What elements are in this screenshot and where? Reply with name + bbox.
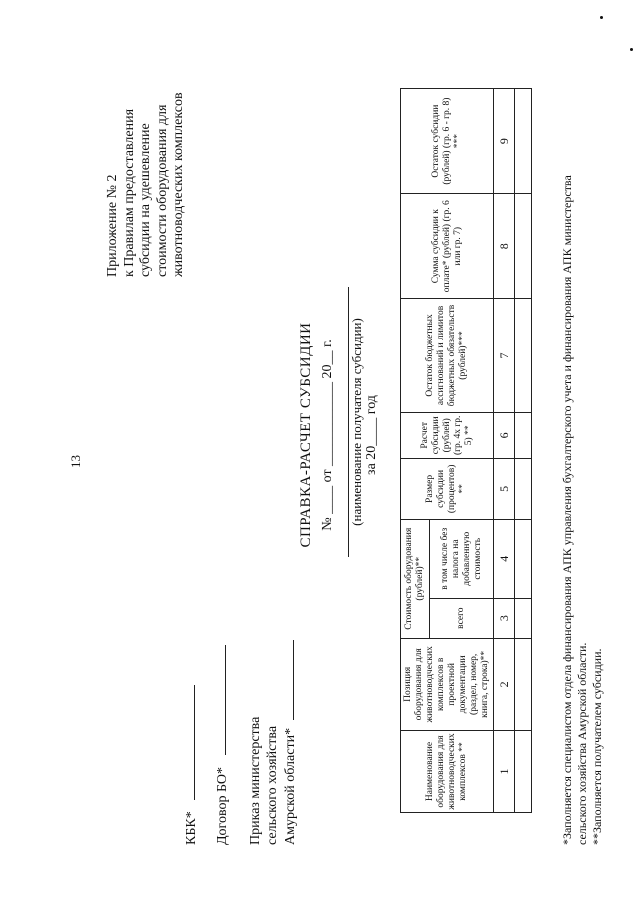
year-line: за 20____ год [364, 395, 379, 475]
header-equipment-cost: Стоимость оборудования (рублей)** [401, 519, 430, 638]
recipient-name-blank[interactable] [348, 287, 365, 557]
table-cell[interactable] [515, 731, 532, 813]
header-equipment-name: Наименование оборудования для животноводческих комплексов ** [401, 731, 494, 813]
column-number: 6 [494, 412, 515, 458]
header-subsidy-rate: Размер субсидии (процентов) ** [401, 458, 494, 519]
table-cell[interactable] [515, 519, 532, 598]
column-number: 2 [494, 638, 515, 730]
appendix-line: к Правилам предоставления [121, 108, 137, 277]
appendix-line: субсидии на удешевление [138, 123, 153, 277]
appendix-line: животноводческих комплексов [171, 92, 186, 277]
number-date-line: № ____ от ____________ 20__ г. [320, 339, 335, 531]
column-number: 5 [494, 458, 515, 519]
prikaz-line: сельского хозяйства [264, 725, 280, 845]
dogovor-field [213, 645, 231, 845]
footnote-line: *Заполняется специалистом отдела финансирования АПК управления бухгалтерского учета и финансирования АПК министерства [560, 175, 574, 845]
prikaz-line: Амурской области* [281, 640, 300, 845]
table-row [515, 89, 532, 813]
kbk-blank[interactable] [182, 685, 195, 800]
recipient-caption: (наименование получателя субсидии) [349, 318, 364, 526]
scan-speck [630, 48, 633, 51]
header-equipment-position: Позиция оборудования для животноводческих комплексов в проектной документации (раздел, номер, книга, строка)** [401, 638, 494, 730]
column-number: 9 [494, 89, 515, 194]
column-numbers-row [494, 89, 515, 813]
footnotes [560, 45, 605, 845]
header-amount-to-pay: Сумма субсидии к оплате* (рублей) (гр. 6 или гр. 7) [401, 194, 494, 299]
prikaz-line: Приказ министерства [248, 716, 263, 845]
table-cell[interactable] [515, 89, 532, 194]
document-title: СПРАВКА-РАСЧЕТ СУБСИДИИ [298, 322, 314, 548]
prikaz-blank[interactable] [281, 640, 294, 720]
header-subsidy-calc: Расчет субсидии (рублей) (гр. 4x гр. 5) ** [401, 412, 494, 458]
table-cell[interactable] [515, 458, 532, 519]
appendix-heading [105, 0, 188, 277]
header-cost-total: всего [430, 598, 494, 638]
table-cell[interactable] [515, 299, 532, 412]
dogovor-label: Договор БО* [215, 766, 230, 845]
column-number: 4 [494, 519, 515, 598]
column-number: 8 [494, 194, 515, 299]
kbk-field [182, 685, 200, 845]
scan-speck [600, 16, 603, 19]
appendix-line: стоимости оборудования для [154, 104, 170, 277]
table-cell[interactable] [515, 598, 532, 638]
table-cell[interactable] [515, 412, 532, 458]
prikaz-field [248, 640, 300, 845]
footnote-line: сельского хозяйства Амурской области. [575, 642, 589, 845]
table-cell[interactable] [515, 638, 532, 730]
page-number: 13 [68, 455, 83, 468]
subsidy-calculation-table [400, 88, 532, 813]
column-number: 1 [494, 731, 515, 813]
footnote-line: **Заполняется получателем субсидии. [590, 648, 604, 845]
header-budget-remainder: Остаток бюджетных ассигнований и лимитов бюджетных обязательств (рублей)*** [401, 299, 494, 412]
header-cost-without-vat: в том числе без налога на добавленную стоимость [430, 519, 494, 598]
appendix-line: Приложение № 2 [105, 174, 120, 277]
header-subsidy-remainder: Остаток субсидии (рублей) (гр. 6 - гр. 8) *** [401, 89, 494, 194]
kbk-label: КБК* [184, 811, 199, 845]
column-number: 7 [494, 299, 515, 412]
table-cell[interactable] [515, 194, 532, 299]
dogovor-blank[interactable] [213, 645, 226, 755]
column-number: 3 [494, 598, 515, 638]
